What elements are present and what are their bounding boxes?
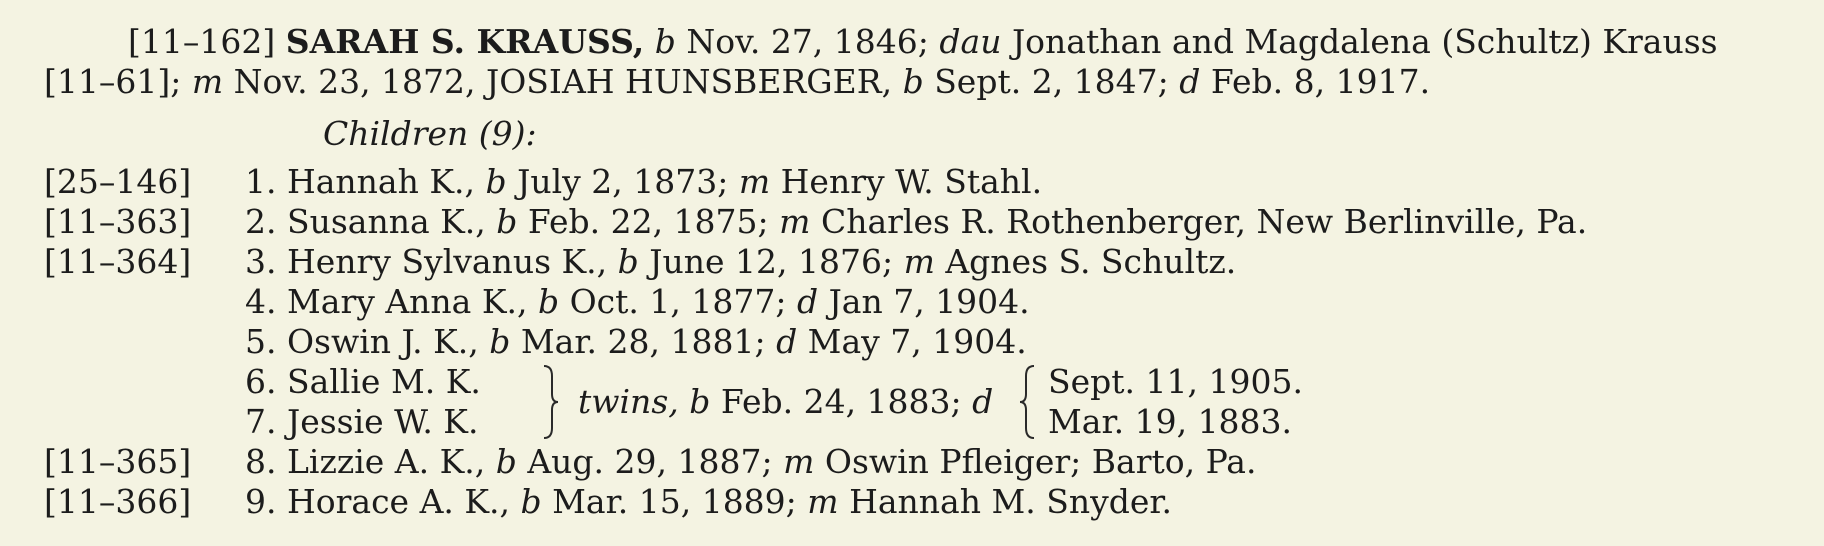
entry-line-1 [128, 22, 1718, 62]
child-text [245, 162, 1042, 202]
left-brace-icon [1018, 364, 1038, 440]
entry-ref: [11–162] [128, 22, 276, 61]
child-name: 2. Susanna K., [245, 202, 497, 241]
spouse: Henry W. Stahl. [770, 162, 1043, 201]
birth-date: Mar. 15, 1889; [541, 482, 808, 521]
child-text [245, 282, 1030, 322]
child-name: 5. Oswin J. K., [245, 322, 490, 361]
child-ref: [11–365] [44, 442, 192, 481]
parent-ref: [11–61]; [44, 62, 192, 101]
child-text [245, 482, 1172, 522]
born-label: b [489, 322, 511, 361]
spouse-birth-date: Sept. 2, 1847; [923, 62, 1180, 101]
spouse: Charles R. Rothenberger, New Berlinville, Pa. [810, 202, 1588, 241]
born-label: b [537, 282, 560, 321]
child-text [245, 242, 1236, 282]
birth-date: Nov. 27, 1846; [675, 22, 940, 61]
died-label: d [796, 282, 819, 321]
spouse-born-label: b [902, 62, 924, 101]
child-text [245, 322, 1027, 362]
child-ref: [11–364] [44, 242, 192, 281]
child-ref: [11–363] [44, 202, 192, 241]
child-ref: [11–366] [44, 482, 192, 521]
born-label: b [654, 22, 676, 61]
child-name: 3. Henry Sylvanus K., [245, 242, 618, 281]
twins-label: twins, [578, 382, 679, 421]
death-date: May 7, 1904. [797, 322, 1027, 361]
twin-child-6: 6. Sallie M. K. [245, 362, 481, 401]
married-label: m [191, 62, 224, 101]
entry-name: SARAH S. KRAUSS, [285, 22, 645, 61]
married-label: m [738, 162, 771, 201]
married-label: m [903, 242, 935, 281]
birth-date: Feb. 24, 1883; [710, 382, 973, 421]
twin-death-7: Mar. 19, 1883. [1048, 402, 1293, 441]
birth-date: Feb. 22, 1875; [517, 202, 780, 241]
child-ref: [25–146] [44, 162, 192, 201]
children-heading: Children (9): [323, 114, 537, 153]
twin-death-6: Sept. 11, 1905. [1048, 362, 1303, 401]
birth-date: Oct. 1, 1877; [559, 282, 797, 321]
married-label: m [779, 202, 811, 241]
birth-date: June 12, 1876; [638, 242, 904, 281]
child-text [245, 442, 1256, 482]
married-label: m [807, 482, 839, 521]
twins-text [578, 382, 993, 422]
born-label: b [485, 162, 507, 201]
twin-child-7: 7. Jessie W. K. [245, 402, 479, 441]
right-brace-icon [540, 364, 560, 440]
spouse-died-label: d [1179, 62, 1201, 101]
dau-label: dau [939, 22, 1002, 61]
born-label: b [520, 482, 542, 521]
child-name: 4. Mary Anna K., [245, 282, 538, 321]
spouse: Hannah M. Snyder. [838, 482, 1173, 521]
child-name: 8. Lizzie A. K., [245, 442, 496, 481]
born-label: b [496, 202, 518, 241]
death-date: Jan 7, 1904. [818, 282, 1030, 321]
spouse: Oswin Pfleiger; Barto, Pa. [814, 442, 1257, 481]
child-name: 1. Hannah K., [245, 162, 486, 201]
birth-date: Mar. 28, 1881; [510, 322, 777, 361]
spouse: Agnes S. Schultz. [934, 242, 1237, 281]
birth-date: Aug. 29, 1887; [516, 442, 784, 481]
marriage-info: Nov. 23, 1872, JOSIAH HUNSBERGER, [223, 62, 903, 101]
child-text [245, 202, 1587, 242]
married-label: m [783, 442, 815, 481]
birth-date: July 2, 1873; [506, 162, 739, 201]
born-label: b [689, 382, 711, 421]
entry-line-2 [44, 62, 1430, 102]
born-label: b [617, 242, 639, 281]
parents: Jonathan and Magdalena (Schultz) Krauss [1001, 22, 1718, 61]
spouse-death-date: Feb. 8, 1917. [1200, 62, 1431, 101]
born-label: b [495, 442, 517, 481]
died-label: d [776, 322, 798, 361]
died-label: d [972, 382, 994, 421]
child-name: 9. Horace A. K., [245, 482, 521, 521]
